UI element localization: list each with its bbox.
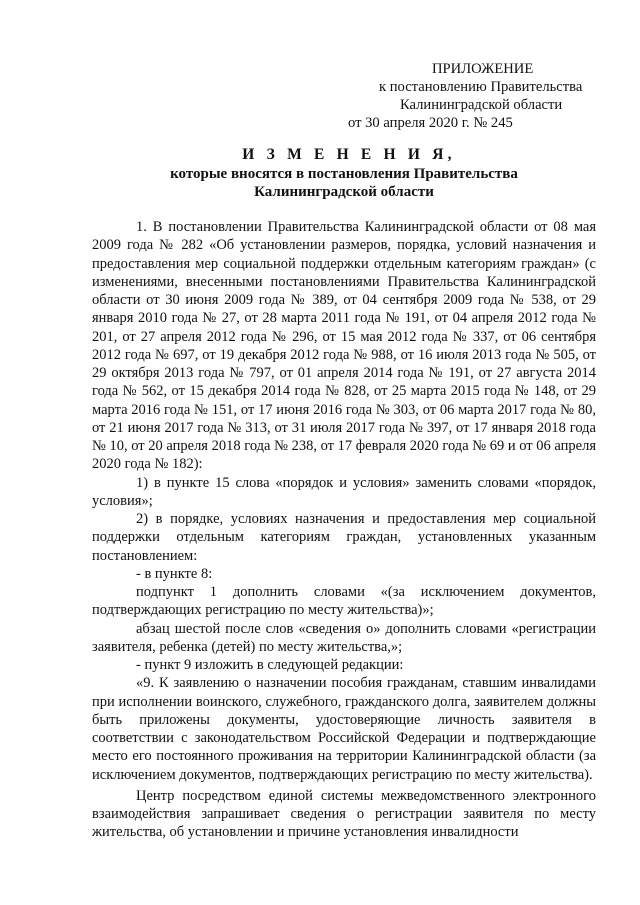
heading-region: Калининградской области bbox=[254, 184, 434, 200]
appendix-block bbox=[330, 60, 590, 132]
paragraph-6: абзац шестой после слов «сведения о» дополнить словами «регистрации заявителя, ребенка (детей) по месту жительства,»; bbox=[92, 620, 596, 655]
paragraph-2: 1) в пункте 15 слова «порядок и условия» заменить словами «порядок, условия»; bbox=[92, 474, 596, 509]
paragraph-1: 1. В постановлении Правительства Калининградской области от 08 мая 2009 года № 282 «Об установлении размеров, порядка, условий назначения и предоставления мер социальной поддержки отдельным категориям граждан» (с изменениями, внесенными постановлениями Правительства Калининградской области от 30 июня 2009 года № 389, от 04 сентября 2009 года № 538, от 29 января 2010 года № 27, от 28 марта 2011 года № 191, от 04 апреля 2012 года № 201, от 27 апреля 2012 года № 296, от 15 мая 2012 года № 337, от 06 сентября 2012 года № 697, от 19 декабря 2012 года № 988, от 16 июля 2013 года № 505, от 29 октября 2013 года № 797, от 01 апреля 2014 года № 191, от 27 августа 2014 года № 562, от 15 декабря 2014 года № 828, от 25 марта 2015 года № 148, от 29 марта 2016 года № 151, от 17 июня 2016 года № 303, от 06 марта 2017 года № 80, от 21 июня 2017 года № 313, от 31 июля 2017 года № 397, от 17 января 2018 года № 10, от 20 апреля 2018 года № 238, от 17 февраля 2020 года № 69 и от 06 апреля 2020 года № 182): bbox=[92, 219, 596, 473]
appendix-reference: к постановлению Правительства bbox=[379, 79, 583, 95]
paragraph-8: «9. К заявлению о назначении пособия гражданам, ставшим инвалидами при исполнении воинского, служебного, гражданского долга, заявителем должны быть приложены документы, удостоверяющие личность заявителя в соответствии с законодательством Российской Федерации и подтверждающие место его постоянного проживания на территории Калининградской области (за исключением документов, подтверждающих регистрацию по месту жительства). bbox=[92, 675, 596, 783]
document-heading bbox=[92, 146, 596, 202]
paragraph-5: подпункт 1 дополнить словами «(за исключением документов, подтверждающих регистрацию по месту жительства)»; bbox=[92, 584, 596, 619]
heading-subtitle: которые вносятся в постановления Правительства bbox=[170, 165, 518, 182]
paragraph-4: - в пункте 8: bbox=[136, 565, 213, 582]
heading-title: И З М Е Н Е Н И Я, bbox=[242, 146, 456, 163]
paragraph-7: - пункт 9 изложить в следующей редакции: bbox=[136, 657, 404, 673]
paragraph-3: 2) в порядке, условиях назначения и предоставления мер социальной поддержки отдельным категориям граждан, установленных указанным постановлением: bbox=[92, 511, 596, 564]
appendix-date-number: от 30 апреля 2020 г. № 245 bbox=[348, 115, 513, 131]
document-body bbox=[92, 218, 596, 842]
appendix-title: ПРИЛОЖЕНИЕ bbox=[432, 61, 534, 77]
appendix-region: Калининградской области bbox=[400, 97, 563, 113]
paragraph-9: Центр посредством единой системы межведомственного электронного взаимодействия запрашивает сведения о регистрации заявителя по месту жительства, об установлении и причине установления инвалидности bbox=[92, 787, 596, 841]
